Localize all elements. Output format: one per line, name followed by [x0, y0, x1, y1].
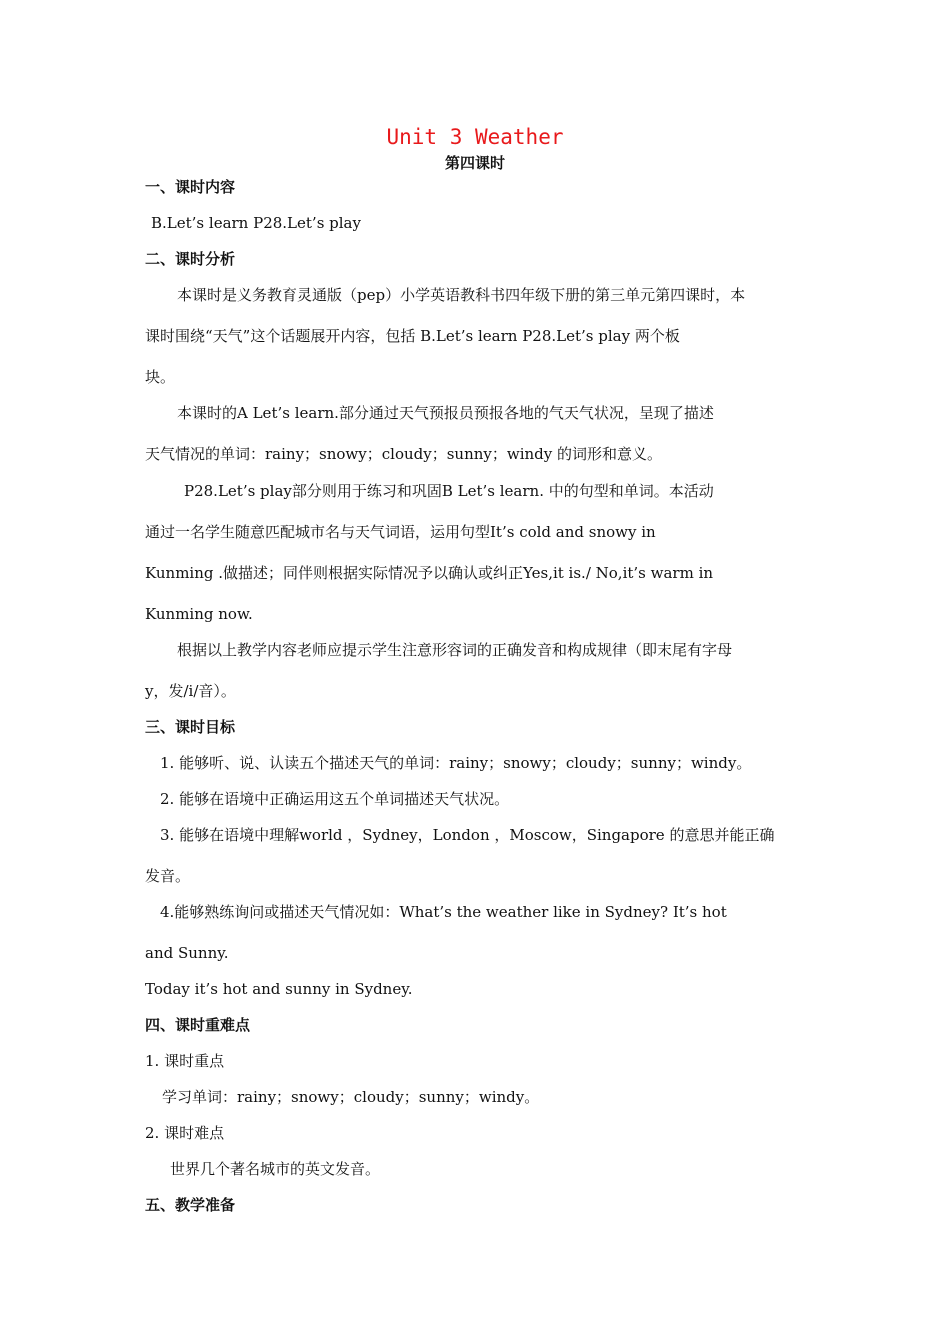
section-heading-3: 三、课时目标 [145, 718, 236, 736]
paragraph-1-line-1: 本课时是义务教育灵通版（pep）小学英语教科书四年级下册的第三单元第四课时，本 [177, 286, 746, 304]
document-title: Unit 3 Weather [386, 125, 564, 149]
goal-4-line-1: 4.能够熟练询问或描述天气情况如：What’s the weather like in Sydney? It’s hot [160, 903, 727, 921]
section-heading-5: 五、教学准备 [145, 1196, 236, 1214]
difficult-point-content: 世界几个著名城市的英文发音。 [170, 1160, 381, 1178]
difficult-point-label: 2. 课时难点 [145, 1124, 225, 1142]
paragraph-3-line-2: 通过一名学生随意匹配城市名与天气词语，运用句型It’s cold and snowy in [145, 523, 656, 541]
goal-4-line-3: Today it’s hot and sunny in Sydney. [145, 980, 413, 998]
key-point-label: 1. 课时重点 [145, 1052, 225, 1070]
paragraph-2-line-1: 本课时的A Let’s learn.部分通过天气预报员预报各地的气天气状况，呈现了描述 [177, 404, 714, 422]
section-heading-1: 一、课时内容 [145, 178, 236, 196]
section-1-content: B.Let’s learn P28.Let’s play [151, 214, 361, 232]
paragraph-3-line-3: Kunming .做描述；同伴则根据实际情况予以确认或纠正Yes,it is./ No,it’s warm in [145, 564, 714, 582]
paragraph-1-line-2: 课时围绕“天气”这个话题展开内容，包括 B.Let’s learn P28.Let’s play 两个板 [145, 327, 680, 345]
goal-3-line-2: 发音。 [145, 867, 191, 885]
paragraph-4-line-1: 根据以上教学内容老师应提示学生注意形容词的正确发音和构成规律（即末尾有字母 [177, 641, 733, 659]
paragraph-3-line-1: P28.Let’s play部分则用于练习和巩固B Let’s learn. 中的句型和单词。本活动 [184, 482, 714, 500]
key-point-content: 学习单词：rainy；snowy；cloudy；sunny；windy。 [162, 1088, 540, 1106]
paragraph-1-line-3: 块。 [145, 368, 176, 386]
paragraph-4-line-2: y，发/i/音）。 [145, 682, 236, 700]
section-heading-4: 四、课时重难点 [145, 1016, 251, 1034]
goal-3-line-1: 3. 能够在语境中理解world ，Sydney，London ，Moscow，Singapore 的意思并能正确 [160, 826, 775, 844]
paragraph-2-line-2: 天气情况的单词：rainy；snowy；cloudy；sunny；windy 的词形和意义。 [145, 445, 663, 463]
goal-1: 1. 能够听、说、认读五个描述天气的单词：rainy；snowy；cloudy；sunny；windy。 [160, 754, 752, 772]
goal-4-line-2: and Sunny. [145, 944, 229, 962]
document-subtitle: 第四课时 [444, 154, 505, 172]
goal-2: 2. 能够在语境中正确运用这五个单词描述天气状况。 [160, 790, 510, 808]
paragraph-3-line-4: Kunming now. [145, 605, 253, 623]
section-heading-2: 二、课时分析 [145, 250, 236, 268]
